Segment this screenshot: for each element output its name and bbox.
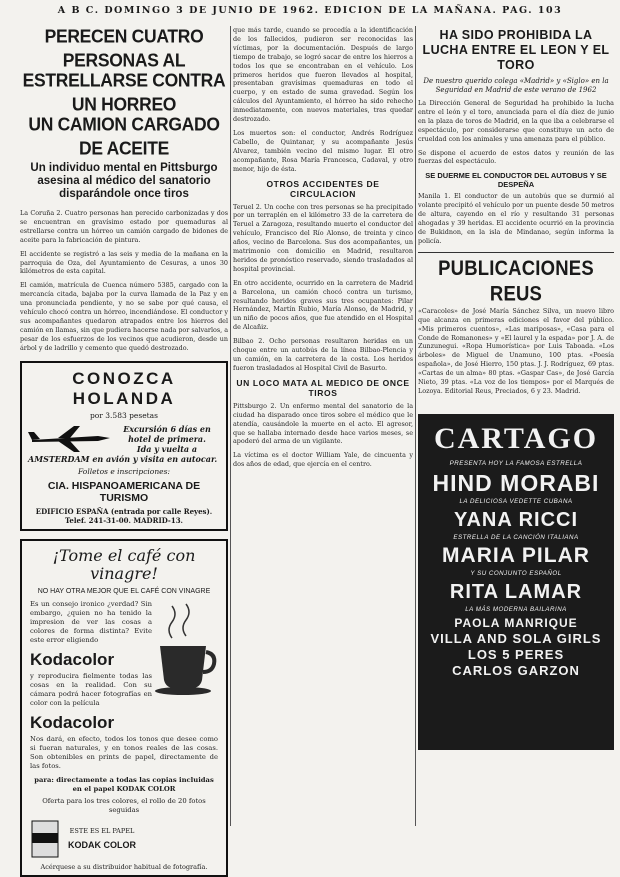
ad-cartago — [418, 414, 614, 750]
ad-holanda-line: autocar. — [180, 453, 218, 464]
story-paragraph: Pittsburgo 2. Un enfermo mental del sanatorio de la ciudad ha disparado once tiros sobre el médico que le atendía, causándole la muerte en el acto. El agresor, que se hallaba internado desde hace varios meses, se apoderó del arma de un vigilante. — [233, 401, 413, 446]
cartago-line: ESTRELLA DE LA CANCIÓN ITALIANA — [453, 533, 579, 541]
section-subhead: OTROS ACCIDENTES DE CIRCULACION — [266, 178, 380, 199]
ad-holanda-line: hotel de primera. — [128, 433, 206, 444]
story-paragraph: El accidente se registró a las seis y media de la mañana en la parroquia de Oza, del Ayuntamiento de Cesuras, a unos 30 kilómetros de esta capital. — [20, 249, 228, 276]
column-middle — [233, 26, 413, 826]
ad-holanda-line: AMSTERDAM en avión y visita en — [28, 453, 179, 464]
cartago-line: LA MÁS MODERNA BAILARINA — [465, 605, 567, 613]
story-paragraph: Los muertos son: el conductor, Andrés Rodríguez Cabello, de Quintanar, y su acompañante Jesús Alvarez, también vecino del mismo lugar. El otro acompañante, Rosa María Francesca, Cadaval, y otro menor, hijo de ésta. — [233, 128, 413, 173]
story-paragraph: La víctima es el doctor William Yale, de cincuenta y dos años de edad, que ejercía en el centro. — [233, 451, 413, 469]
kodak-caption: Acérquese a su distribuidor habitual de fotografía. — [40, 862, 208, 871]
cartago-star: HIND MORABI — [432, 469, 600, 496]
column-divider — [415, 26, 416, 826]
ad-holanda-title: CONOZCA HOLANDA — [72, 368, 176, 408]
headline-line: UN CAMION CARGADO DE ACEITE — [28, 113, 220, 159]
airplane-icon — [28, 424, 114, 454]
column-right — [418, 26, 614, 826]
cartago-star: VILLA AND SOLA GIRLS — [430, 630, 602, 646]
kodak-brand: Kodacolor — [30, 712, 115, 732]
story-paragraph: Se dispone el acuerdo de estos datos y reunión de las fuerzas del espectáculo. — [418, 148, 614, 166]
kodak-body: y reproducira fielmente todas las cosas en la realidad. Con su cámara podrá hacer fotografías en color con la película — [30, 671, 152, 707]
story-paragraph: El camión, matrícula de Cuenca número 5385, cargado con la mercancía citada, bajaba por la curva llamada de la Paz y en una pronunciada pendiente, y no se sabe por qué causa, el vehículo chocó contra un hórreo, incendiándose. El conductor y sus acompañantes quedaron atrapados entre los hierros del camión en llamas, sin que pudiera hacerse nada por salvarlos, a pesar de los esfuerzos de los vecinos que acudieron, desde un árbol y de ladrillo y cemento que quedó destrozado. — [20, 281, 229, 352]
film-package-icon — [30, 819, 60, 859]
cartago-star: RITA LAMAR — [449, 580, 583, 603]
coffee-cup-icon — [152, 600, 218, 696]
kodak-package-label: KODAK COLOR — [68, 839, 136, 850]
section-subhead: UN LOCO MATA AL MEDICO DE ONCE TIROS — [236, 377, 410, 398]
story-paragraph: Bilbao 2. Ocho personas resultaron heridas en un choque entre un autobús de la línea Bilbao-Plencia y un camión, en la carretera de la costa. Los heridos fueron trasladados al Hospital Civil de Basurto. — [233, 337, 413, 372]
story-paragraph: La Coruña 2. Cuatro personas han perecido carbonizadas y dos se encuentran en gravísimo estado por quemaduras al estrellarse contra un hórreo un camión cargado de bidones de aceite para la fabricación de pintura. — [20, 209, 228, 244]
headline-line: ESTRELLARSE CONTRA UN HORREO — [22, 69, 226, 115]
ad-holanda-note: Folletos e inscripciones: — [78, 466, 170, 476]
ad-holanda-company: CIA. HISPANOAMERICANA DE TURISMO — [47, 479, 201, 504]
story-paragraph: La Dirección General de Seguridad ha prohibido la lucha entre el león y el toro, anunciada para el día diez de junio en la plaza de toros de Madrid, en la que iba a celebrarse el espectáculo, por considerarse que constituye un acto de crueldad con los animales y una amenaza para el público. — [418, 99, 614, 143]
deck: Un individuo mental en Pittsburgo asesina al médico del sanatorio disparándole once tiros — [30, 162, 218, 200]
story-paragraph: Teruel 2. Un coche con tres personas se ha precipitado por un terraplén en el kilómetro 33 de la carretera de Teruel a Zaragoza, resultando muerto el conductor del vehículo, Francisco del Río Alonso, de treinta y cinco años, vecino de Barcelona. Sus dos acompañantes, un matrimonio con domicilio en Madrid, resultaron heridos de pronóstico reservado, siendo trasladados al hospital provincial. — [233, 202, 413, 273]
ad-holanda — [20, 361, 228, 531]
story-paragraph: En otro accidente, ocurrido en la carretera de Madrid a Barcelona, un camión chocó contra un turismo, resultando heridos graves sus tres ocupantes: Pilar Hernández, Martín Rubio, María Alonso, de Madrid, y un niño de pocos años, que fue atendido en el Hospital de Alcañiz. — [233, 278, 413, 332]
story-paragraph: que más tarde, cuando se procedía a la identificación de los fallecidos, pudieron ser reconocidas las víctimas, por la documentación. Después de largo tiempo de trabajo, se logró sacar de entre los hierros a todos los que se encontraban en el vehículo. Los primeros heridos que fueron llevados al hospital, presentaban gravísimas quemaduras en todo el cuerpo, y en estado de suma gravedad. Según los cálculos del Ayuntamiento, el hórreo ha sido rehecho inmediatamente, con nuevos materiales, tras quedar destrozado. — [233, 26, 413, 124]
ad-holanda-line: Ida y vuelta a — [136, 443, 198, 454]
ad-holanda-price: por 3.583 pesetas — [89, 410, 158, 420]
column-divider — [230, 26, 231, 826]
cartago-star: PAOLA MANRIQUE — [454, 615, 578, 630]
kodak-subhead: NO HAY OTRA MEJOR QUE EL CAFÉ CON VINAGRE — [37, 587, 211, 595]
story-paragraph: Manila 1. El conductor de un autobús que se durmió al volante precipitó el vehículo por un puente desde 50 metros de altura, cayendo en el río y resultando 31 personas ahogadas y 39 heridas. El accidente ocurrió en la provincia de Bukidnon, en la isla de Mindanao, según informa la policía. — [418, 192, 614, 245]
headline: HA SIDO PROHIBIDA LA LUCHA ENTRE EL LEON Y EL TORO — [422, 28, 610, 72]
cartago-star: MARIA PILAR — [442, 543, 590, 567]
cartago-star: YANA RICCI — [453, 508, 579, 531]
kodak-body: Nos dará, en efecto, todos los tonos que desee como si fueran naturales, y en tonos reales de las cosas. Son obtenibles en prints de papel, directamente de las fotos. — [30, 734, 218, 770]
masthead: A B C. DOMINGO 3 DE JUNIO DE 1962. EDICION DE LA MAÑANA. PAG. 103 — [57, 5, 563, 16]
cartago-line: Y SU CONJUNTO ESPAÑOL — [470, 569, 562, 577]
kodak-body: Es un consejo ironico ¿verdad? Sin embargo, ¿quien no ha tenido la impresion de ver las cosas a colores de forma distinta? Evite este error eligiendo — [30, 599, 152, 644]
cartago-line: PRESENTA HOY LA FAMOSA ESTRELLA — [449, 459, 583, 467]
kodak-extra: Oferta para los tres colores, el rollo de 20 fotos seguidas — [42, 796, 206, 814]
publicaciones-text: «Caracoles» de José María Sánchez Silva, un nuevo libro que alcanza en primeras ediciones el favor del público. «Mis primeros cuentos», «Las mariposas», «Casa para el Conde de Romanones» y «El laurel y la espada» por J. A. de Zunzunegui. «Ropa Humorística» por Luis Taboada. «Los árboles» de Miguel de Unamuno, 100 ptas. «Poesía española», de José Hierro, 150 ptas. J. J. Rodríguez, 69 ptas. «Cartas de un alma» 80 ptas. «Gaspar Cas», de José García Nieto, 39 ptas. «La voz de los tiempos» por el Marqués de Lozoya. Editorial Reus, Preciados, 6 y 23. Madrid. — [418, 306, 614, 395]
publicaciones-headline: PUBLICACIONES REUS — [438, 255, 594, 305]
kodak-brand: Kodacolor — [30, 649, 115, 669]
cartago-title: CARTAGO — [433, 421, 599, 455]
column-left — [20, 25, 229, 871]
cartago-line: LA DELICIOSA VEDETTE CUBANA — [459, 497, 573, 505]
kodak-package-label: ESTE ES EL PAPEL — [69, 827, 135, 836]
kodak-slogan: para: directamente a todas las copias incluidas en el papel KODAK COLOR — [34, 775, 214, 793]
divider — [418, 252, 614, 253]
headline-line: PERECEN CUATRO PERSONAS AL — [44, 25, 204, 71]
cartago-star: LOS 5 PERES — [467, 646, 565, 662]
kodak-headline: ¡Tome el café con vinagre! — [52, 545, 196, 583]
ad-holanda-footer: EDIFICIO ESPAÑA (entrada por calle Reyes). Telef. 241-31-00. MADRID-13. — [35, 506, 213, 525]
ad-kodak — [20, 539, 228, 877]
subhead: De nuestro querido colega «Madrid» y «Siglo» en la Seguridad en Madrid de este verano de 1962 — [423, 77, 609, 94]
section-subhead: SE DUERME EL CONDUCTOR DEL AUTOBUS Y SE DESPEÑA — [425, 171, 607, 190]
cartago-star: CARLOS GARZON — [452, 662, 580, 678]
ad-holanda-line: Excursión 6 días en — [123, 423, 211, 434]
